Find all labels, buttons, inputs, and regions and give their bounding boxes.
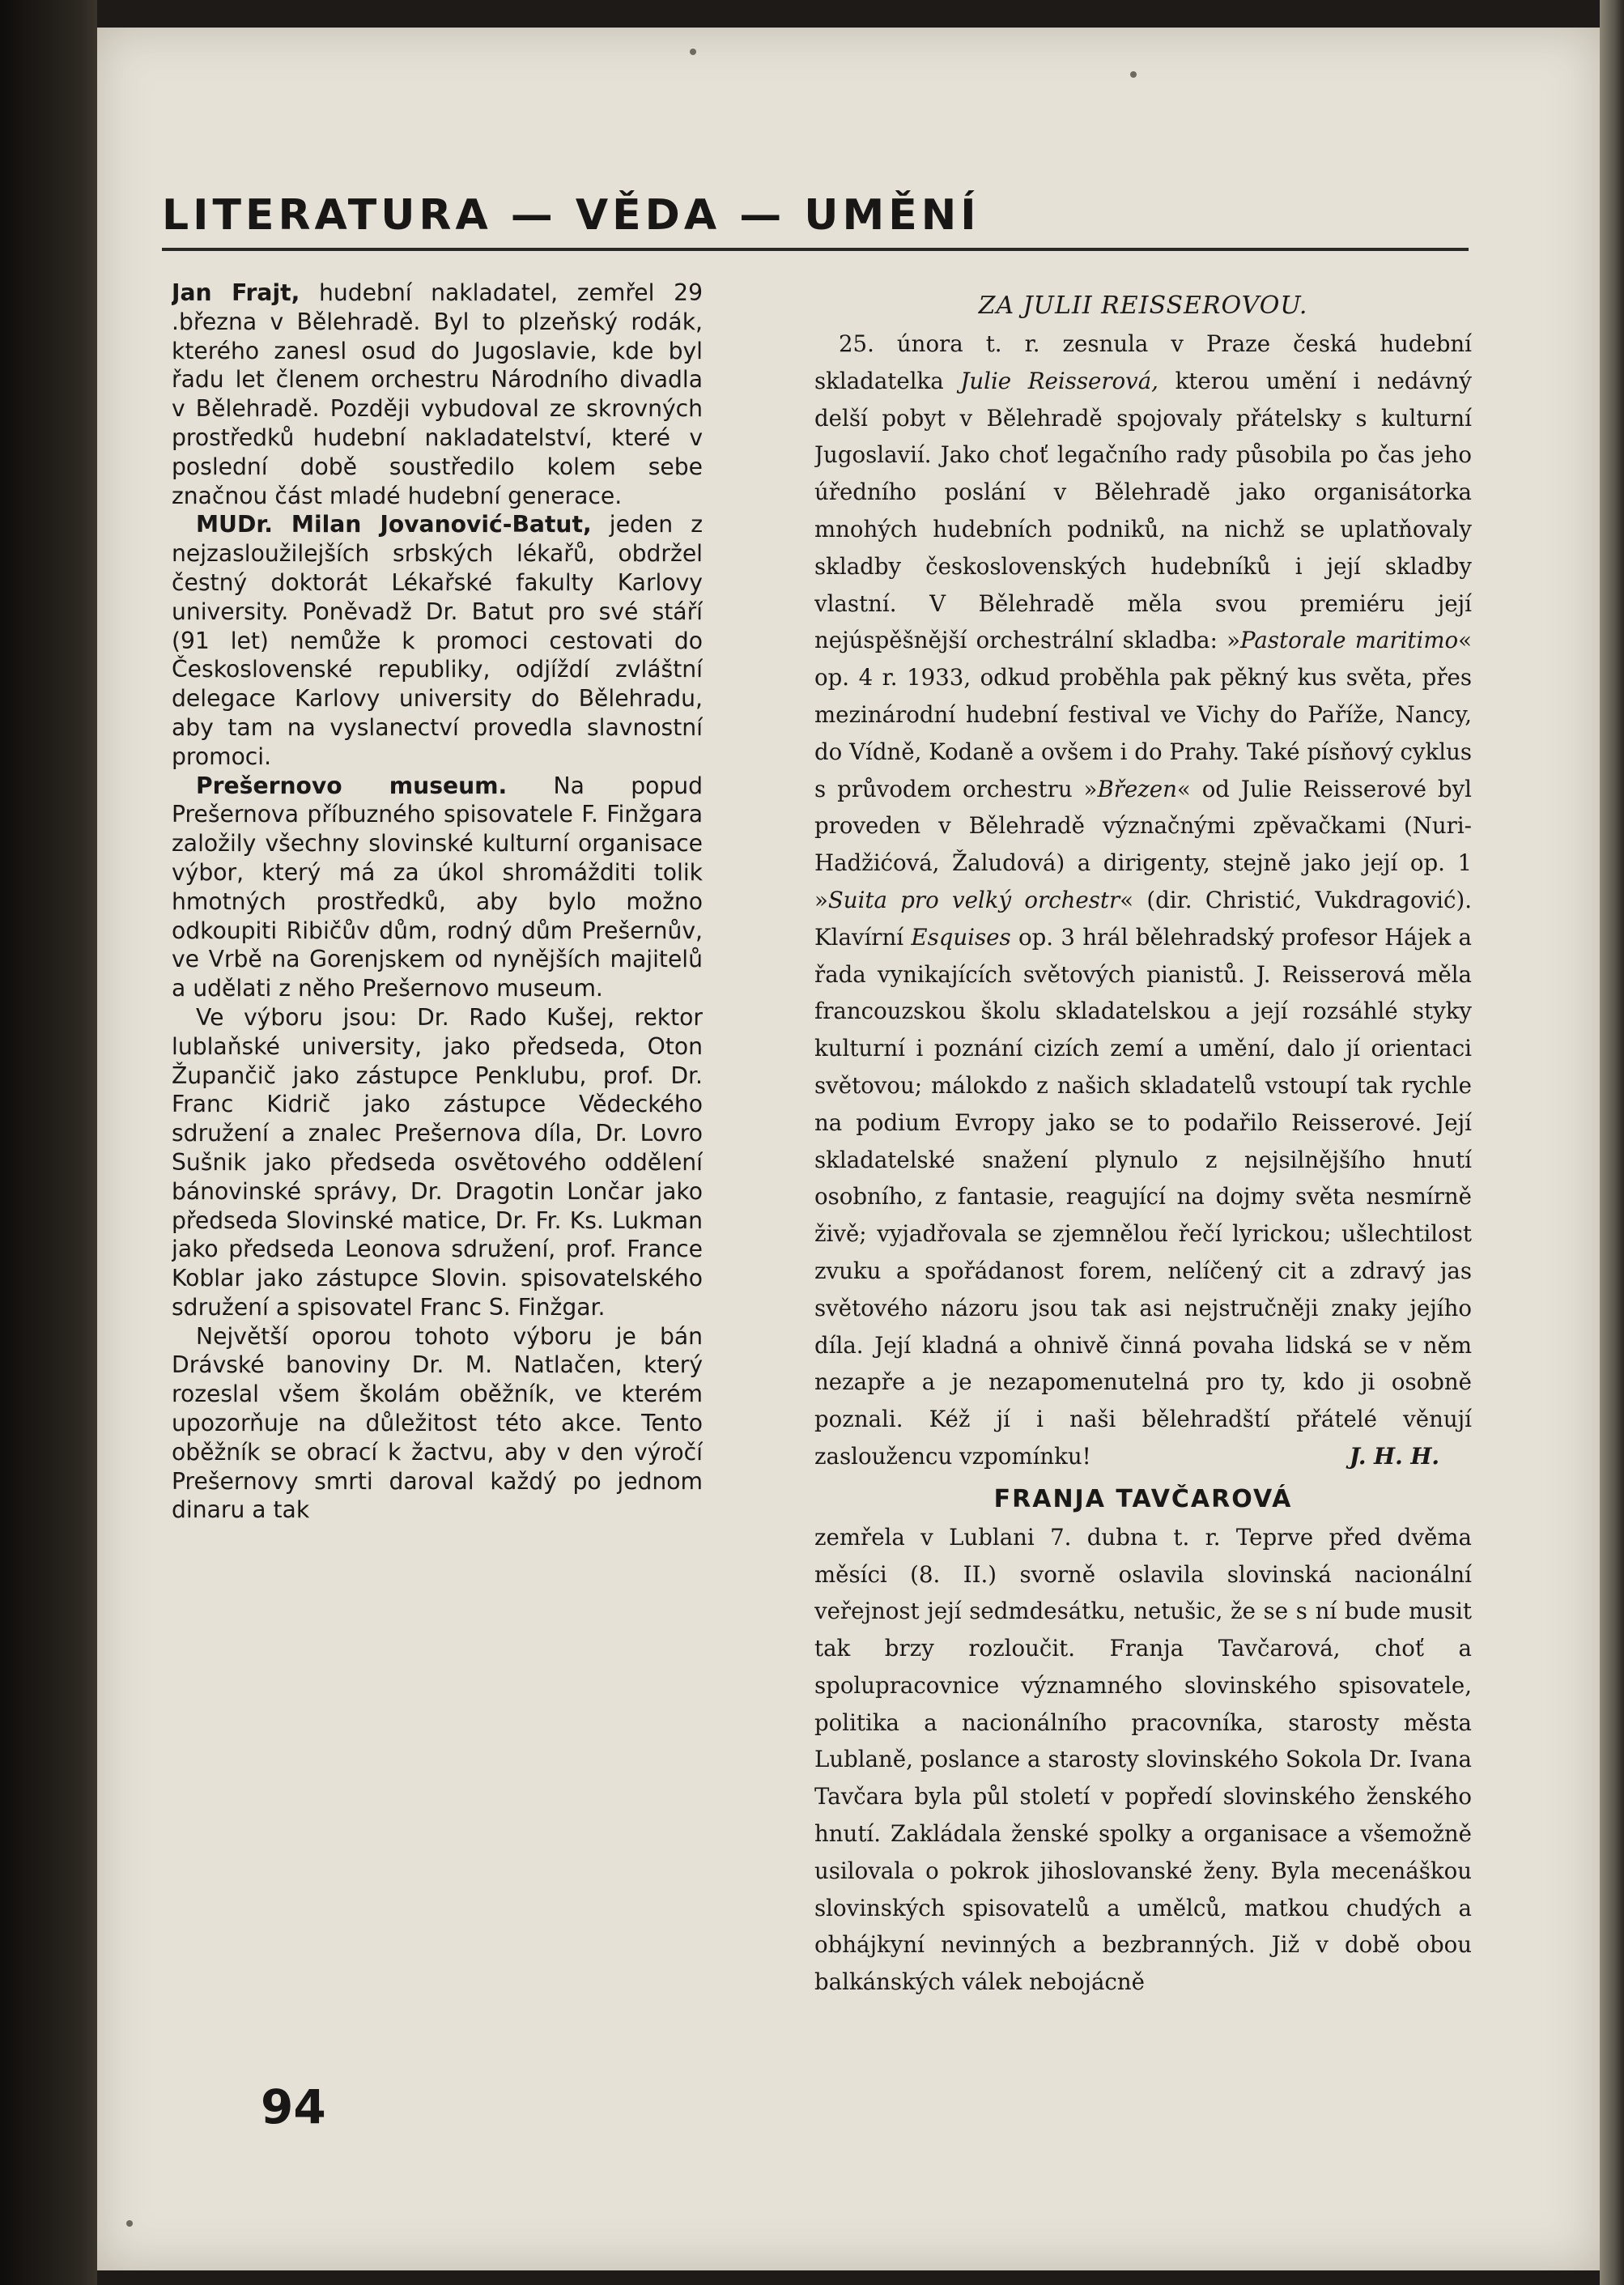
scan-speck: [126, 2220, 133, 2227]
item-lead: Prešernovo museum.: [196, 772, 508, 799]
scan-speck: [690, 49, 696, 55]
heading-rule: [162, 248, 1469, 251]
text-run-italic: Esquises: [911, 923, 1011, 951]
news-item-presernovo-museum: [172, 772, 703, 1003]
news-item-batut: [172, 510, 703, 771]
item-text: Ve výboru jsou: Dr. Rado Kušej, rektor lublaňské university, jako předseda, Oton Župančič jako zástupce Penklubu, prof. Dr. Franc Kidrič jako zástupce Vědeckého sdružení a znalec Prešernova díla, Dr. Lovro Sušnik jako předseda osvětového oddělení bánovinské správy, Dr. Dragotin Lončar jako předseda Slovinské matice, Dr. Fr. Ks. Lukman jako předseda Leonova sdružení, prof. France Koblar jako zástupce Slovin. spisovatelského sdružení a spisovatel Franc S. Finžgar.: [172, 1003, 703, 1321]
section-heading: LITERATURA — VĚDA — UMĚNÍ: [162, 191, 980, 240]
article-title-tavcarova: FRANJA TAVČAROVÁ: [993, 1484, 1293, 1513]
page-number: 94: [261, 2079, 326, 2134]
scan-speck: [1130, 71, 1137, 78]
scan-shadow-left: [0, 0, 97, 2285]
item-text: Na popud Prešernova příbuzného spisovatele F. Finžgara založily všechny slovinské kulturní organisace výbor, který má za úkol shromážditi tolik hmotných prostředků, aby bylo možno odkoupiti Ribičův dům, rodný dům Prešernův, ve Vrbě na Gorenjskem od nynějších majitelů a udělati z něho Prešernovo museum.: [172, 772, 703, 1002]
article-title-reisserova: ZA JULII REISSEROVOU.: [978, 291, 1308, 320]
news-item-support: [172, 1322, 703, 1525]
news-item-frajt: [172, 279, 703, 510]
left-column: [172, 279, 703, 2108]
item-text: Největší oporou tohoto výboru je bán Drávské banoviny Dr. M. Natlačen, který rozeslal všem školám oběžník, ve kterém upozorňuje na důležitost této akce. Tento oběžník se obrací k žactvu, aby v den výročí Prešernovy smrti daroval každý po jednom dinaru a tak: [172, 1322, 703, 1524]
item-text: jeden z nejzasloužilejších srbských lékařů, obdržel čestný doktorát Lékařské fakulty Karlovy university. Poněvadž Dr. Batut pro své stáří (91 let) nemůže k promoci cestovati do Československé republiky, odjíždí zvláštní delegace Karlovy university do Bělehradu, aby tam na vyslanectví provedla slavnostní promoci.: [172, 511, 703, 770]
text-run: op. 3 hrál bělehradský profesor Hájek a řada vynikajících světových pianistů. J. Reisserová měla francouzskou školu skladatelskou a její rozsáhlé styky kulturní i poznání cizích zemí a umění, dalo jí orientaci světovou; málokdo z našich skladatelů vstoupí tak rychle na podium Evropy jako se to podařilo Reisserové. Její skladatelské snažení plynulo z nejsilnějšího hnutí osobního, z fantasie, reagující na dojmy světa nesmírně živě; vyjadřovala se zjemnělou řečí lyrickou; ušlechtilost zvuku a spořádanost forem, nelíčený cit a zdravý jas světového názoru jsou tak asi nejstručněji znaky jejího díla. Její kladná a ohnivě činná povaha lidská se v něm nezapře a je nezapomenutelná pro ty, kdo ji osobně poznali. Kéž jí i naši bělehradští přátelé věnují zasloužencu vzpomínku!: [814, 923, 1472, 1470]
text-run: « (dir. Christić, Vukdragović). Klavírní: [814, 886, 1472, 951]
text-run: 25. února t. r. zesnula v Praze česká hudební skladatelka: [814, 330, 1472, 394]
item-lead: Jan Frajt,: [172, 279, 300, 306]
text-run: « od Julie Reisserové byl proveden v Bělehradě význačnými zpěvačkami (Nuri-Hadžićová, Žaludová) a dirigenty, stejně jako její op. 1 »: [814, 775, 1472, 913]
text-run: kterou umění i nedávný delší pobyt v Bělehradě spojovaly přátelsky s kulturní Jugoslavií. Jako choť legačního rady působila po čas jeho úředního poslání v Bělehradě jako organisátorka mnohých hudebních podniků, na nichž se uplatňovaly skladby československých hudebníků i její skladby vlastní. V Bělehradě měla svou premiéru její nejúspěšnější orchestrální skladba: »: [814, 367, 1472, 654]
article-body-reisserova: [814, 326, 1472, 1475]
text-run-italic: Pastorale maritimo: [1240, 627, 1459, 654]
text-run-italic: Suita pro velký orchestr: [827, 886, 1120, 913]
article-body-tavcarova: zemřela v Lublani 7. dubna t. r. Teprve před dvěma měsíci (8. II.) svorně oslavila slovinská nacionální veřejnost její sedmdesátku, netušic, že se s ní bude musit tak brzy rozloučit. Franja Tavčarová, choť a spolupracovnice významného slovinského spisovatele, politika a nacionálního pracovníka, starosty města Lublaně, poslance a starosty slovinského Sokola Dr. Ivana Tavčara byla půl století v popředí slovinského ženského hnutí. Zakládala ženské spolky a organisace a všemožně usilovala o pokrok jihoslovanské ženy. Byla mecenáškou slovinských spisovatelů a umělců, matkou chudých a obhájkyní nevinných a bezbranných. Již v době obou balkánských válek nebojácně: [814, 1523, 1472, 1996]
text-run-italic: Julie Reisserová,: [960, 367, 1158, 394]
item-lead: MUDr. Milan Jovanović-Batut,: [196, 511, 592, 538]
right-column: [814, 287, 1472, 2100]
text-run: « op. 4 r. 1933, odkud proběhla pak pěkný kus světa, přes mezinárodní hudební festival ve Vichy do Paříže, Nancy, do Vídně, Kodaně a ovšem i do Prahy. Také písňový cyklus s průvodem orchestru »: [814, 627, 1472, 802]
text-run-italic: Březen: [1097, 775, 1177, 802]
page-edge: [1600, 0, 1624, 2285]
news-item-committee: [172, 1003, 703, 1322]
item-text: hudební nakladatel, zemřel 29 .března v Bělehradě. Byl to plzeňský rodák, kterého zanesl osud do Jugoslavie, kde byl řadu let členem orchestru Národního divadla v Bělehradě. Později vybudoval ze skrovných prostředků hudební nakladatelství, které v poslední době soustředilo kolem sebe značnou část mladé hudební generace.: [172, 279, 703, 509]
article-signature: J. H. H.: [1349, 1442, 1439, 1470]
